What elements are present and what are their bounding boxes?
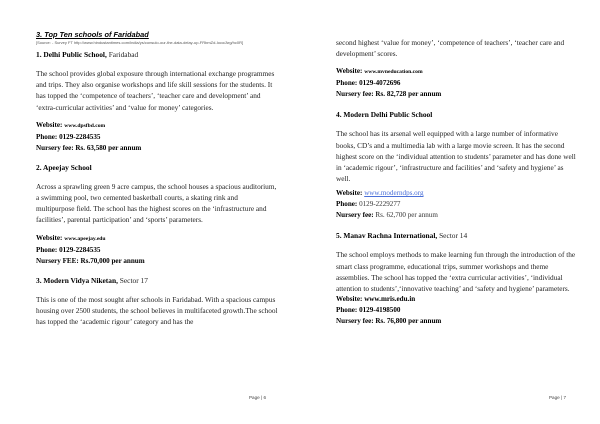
school-entry-5 [336,231,578,327]
school-phone: Phone: 0129-2284535 [36,245,101,254]
school-website: Website: www.mris.edu.in [336,295,416,304]
right-column [336,37,578,327]
school-description: Across a sprawling green 9 acre campus, the school houses a spacious auditorium, a swimming pool, two cemented basketball courts, a skating rink and multipurpose field. The school has the highest scores on the ‘infrastructure and facilities’, parental participation’ and ‘sports’ parameters. [36,181,277,225]
school-title: 4. Modern Delhi Public School [336,110,433,120]
school-fee: Nursery fee: Rs. 76,800 per annum [336,317,442,326]
school-entry-1 [36,50,278,154]
left-column [36,30,278,327]
school-fee: Nursery fee: Rs. 62,700 per annum [336,211,438,220]
school-description: This is one of the most sought after schools in Faridabad. With a spacious campus housing over 2500 students, the school believes in multifaceted growth.The school has topped the ‘academic rigour’ category and has the [36,294,278,327]
continued-description: second highest ‘value for money’, ‘competence of teachers’, ‘teacher care and development’ scores. [336,38,565,59]
school-entry-4 [336,110,578,221]
page-number: Page | 7 [548,395,566,400]
source-citation: [Source: - Survey FT http://www.hindustantimes.com/india/ys/consulo-our-the-data-delay-up-FRbmZd-Ioco/Arg/hc0R] [36,40,244,45]
right-page [300,0,600,424]
school-website: Website: www.apeejay.edu [36,233,106,242]
school-website: Website: www.dpsfbd.com [36,120,106,129]
school-entry-3 [36,276,278,328]
school-description: The school employs methods to make learning fun through the introduction of the smart class programme, educational trips, summer workshops and theme assemblies. The school has topped the ‘extra curricular activities’, ‘individual attention to students’,‘innovative teaching’ and ‘safety and hygiene’ parameters. [336,250,576,294]
section-heading: 3. Top Ten schools of Faridabad [36,30,149,39]
page-number: Page | 6 [248,395,266,400]
school-phone: Phone: 0129-2284535 [36,132,101,141]
school-website: Website: www.mvneducation.com [336,67,423,76]
school-title: 1. Delhi Public School, Faridabad [36,50,139,59]
school-phone: Phone: 0129-4072696 [336,79,401,88]
school-entry-2 [36,163,278,267]
school-phone: Phone: 0129-2229277 [336,200,401,209]
school-website: Website: www.moderndps.org [336,189,424,198]
school-fee: Nursery fee: Rs. 82,728 per annum [336,90,442,99]
school-description: The school has its arsenal well equipped with a large number of informative books, CD’s and a multimedia lab with a large movie screen. It has the second highest score on the ‘individual attention to students’ parameter and has done well in ‘academic rigour’, ‘infrastructure and facilities’ and ‘safety and hygiene’ as well. [336,129,576,184]
school-description: The school provides global exposure through international exchange programmes and trips. They also organise workshops and life skill sessions for the students. It has topped the ‘competence of teachers’, ‘teacher care and development’ and ‘extra-curricular activities’ and ‘value for money’ categories. [36,69,275,112]
school-phone: Phone: 0129-4198500 [336,306,401,315]
school-fee: Nursery FEE: Rs.70,000 per annum [36,256,145,265]
school-title: 2. Apeejay School [36,162,92,172]
school-title: 5. Manav Rachna International, Sector 14 [336,231,468,241]
school-title: 3. Modern Vidya Niketan, Sector 17 [36,275,148,285]
school-website-link[interactable]: www.moderndps.org [364,189,424,198]
school-fee: Nursery fee: Rs. 63,580 per annum [36,143,142,152]
